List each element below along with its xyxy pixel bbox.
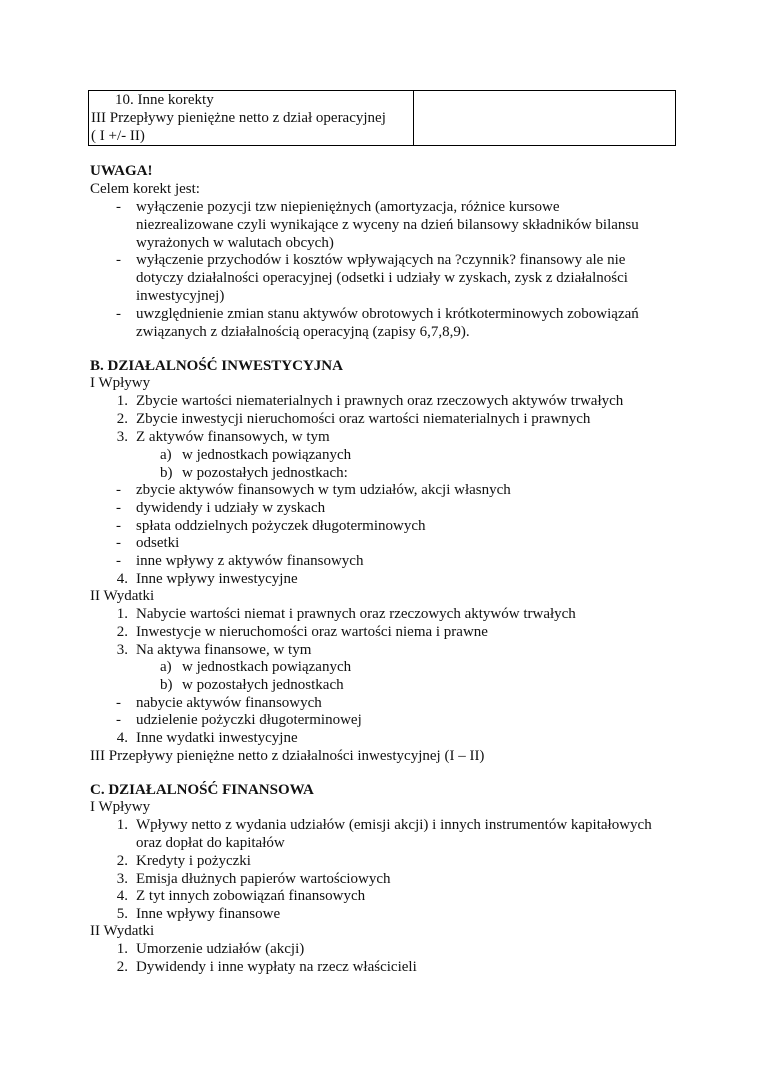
- list-item: dywidendy i udziały w zyskach: [136, 500, 326, 516]
- list-item: nabycie aktywów finansowych: [136, 695, 322, 711]
- list-item: Na aktywa finansowe, w tym: [136, 642, 312, 658]
- list-number: 1.: [116, 606, 128, 622]
- list-number: 2.: [116, 624, 128, 640]
- bullet-dash: -: [116, 535, 121, 551]
- list-item: Nabycie wartości niemat i prawnych oraz rzeczowych aktywów trwałych: [136, 606, 576, 622]
- list-number: 5.: [116, 906, 128, 922]
- section-c-title: C. DZIAŁALNOŚĆ FINANSOWA: [90, 782, 314, 798]
- uwaga-item-line: uwzględnienie zmian stanu aktywów obrotowych i krótkoterminowych zobowiązań: [136, 306, 639, 322]
- bullet-dash: -: [116, 500, 121, 516]
- section-b-wydatki: II Wydatki: [90, 588, 155, 604]
- list-subitem: w jednostkach powiązanych: [182, 659, 352, 675]
- list-number: 2.: [116, 853, 128, 869]
- list-item: Inne wpływy finansowe: [136, 906, 281, 922]
- list-letter: b): [160, 677, 173, 693]
- list-item: Wpływy netto z wydania udziałów (emisji akcji) i innych instrumentów kapitałowych: [136, 817, 652, 833]
- list-number: 1.: [116, 941, 128, 957]
- list-item: Z aktywów finansowych, w tym: [136, 429, 330, 445]
- list-number: 1.: [116, 817, 128, 833]
- table-row-label: III Przepływy pieniężne netto z dział operacyjnej: [91, 110, 386, 126]
- bullet-dash: -: [116, 553, 121, 569]
- list-letter: a): [160, 659, 172, 675]
- table-row-label: ( I +/- II): [91, 128, 145, 144]
- table-value-cell: [414, 91, 676, 146]
- list-number: 3.: [116, 429, 128, 445]
- list-number: 1.: [116, 393, 128, 409]
- section-b-title: B. DZIAŁALNOŚĆ INWESTYCYJNA: [90, 358, 343, 374]
- list-item: inne wpływy z aktywów finansowych: [136, 553, 364, 569]
- list-letter: a): [160, 447, 172, 463]
- bullet-dash: -: [116, 199, 121, 215]
- list-subitem: w jednostkach powiązanych: [182, 447, 352, 463]
- uwaga-item-line: niezrealizowane czyli wynikające z wyceny na dzień bilansowy składników bilansu: [136, 217, 639, 233]
- uwaga-item-line: wyrażonych w walutach obcych): [136, 235, 334, 251]
- uwaga-item-line: wyłączenie przychodów i kosztów wpływających na ?czynnik? finansowy ale nie: [136, 252, 626, 268]
- section-c-wplywy: I Wpływy: [90, 799, 151, 815]
- uwaga-item-line: wyłączenie pozycji tzw niepieniężnych (amortyzacja, różnice kursowe: [136, 199, 560, 215]
- list-item: udzielenie pożyczki długoterminowej: [136, 712, 362, 728]
- section-b-summary: III Przepływy pieniężne netto z działalności inwestycyjnej (I – II): [90, 748, 485, 764]
- bullet-dash: -: [116, 712, 121, 728]
- list-item: Z tyt innych zobowiązań finansowych: [136, 888, 366, 904]
- list-number: 2.: [116, 959, 128, 975]
- bullet-dash: -: [116, 252, 121, 268]
- bullet-dash: -: [116, 518, 121, 534]
- list-item: Inne wpływy inwestycyjne: [136, 571, 298, 587]
- list-number: 4.: [116, 888, 128, 904]
- cashflow-table: [88, 90, 676, 146]
- list-subitem: w pozostałych jednostkach: [182, 677, 344, 693]
- uwaga-item-line: dotyczy działalności operacyjnej (odsetki i udziały w zyskach, zysk z działalności: [136, 270, 628, 286]
- list-number: 2.: [116, 411, 128, 427]
- list-subitem: w pozostałych jednostkach:: [182, 465, 348, 481]
- bullet-dash: -: [116, 695, 121, 711]
- uwaga-title: UWAGA!: [90, 163, 153, 179]
- uwaga-item-line: inwestycyjnej): [136, 288, 225, 304]
- section-b-wplywy: I Wpływy: [90, 375, 151, 391]
- list-item: Umorzenie udziałów (akcji): [136, 941, 305, 957]
- uwaga-item-line: związanych z działalnością operacyjną (zapisy 6,7,8,9).: [136, 324, 470, 340]
- bullet-dash: -: [116, 306, 121, 322]
- section-c-wydatki: II Wydatki: [90, 923, 155, 939]
- list-number: 3.: [116, 871, 128, 887]
- list-item: zbycie aktywów finansowych w tym udziałów, akcji własnych: [136, 482, 511, 498]
- list-number: 4.: [116, 571, 128, 587]
- uwaga-intro: Celem korekt jest:: [90, 181, 200, 197]
- list-item: Kredyty i pożyczki: [136, 853, 251, 869]
- list-item: Zbycie wartości niematerialnych i prawnych oraz rzeczowych aktywów trwałych: [136, 393, 624, 409]
- list-item-continuation: oraz dopłat do kapitałów: [136, 835, 285, 851]
- bullet-dash: -: [116, 482, 121, 498]
- list-item: odsetki: [136, 535, 180, 551]
- list-item: Inwestycje w nieruchomości oraz wartości niema i prawne: [136, 624, 488, 640]
- table-row-label: 10. Inne korekty: [115, 92, 214, 108]
- list-item: Zbycie inwestycji nieruchomości oraz wartości niematerialnych i prawnych: [136, 411, 591, 427]
- list-number: 3.: [116, 642, 128, 658]
- list-item: Inne wydatki inwestycyjne: [136, 730, 298, 746]
- list-item: Emisja dłużnych papierów wartościowych: [136, 871, 391, 887]
- list-item: Dywidendy i inne wypłaty na rzecz właścicieli: [136, 959, 417, 975]
- list-number: 4.: [116, 730, 128, 746]
- table-label-cell: [89, 91, 414, 146]
- list-item: spłata oddzielnych pożyczek długoterminowych: [136, 518, 426, 534]
- list-letter: b): [160, 465, 173, 481]
